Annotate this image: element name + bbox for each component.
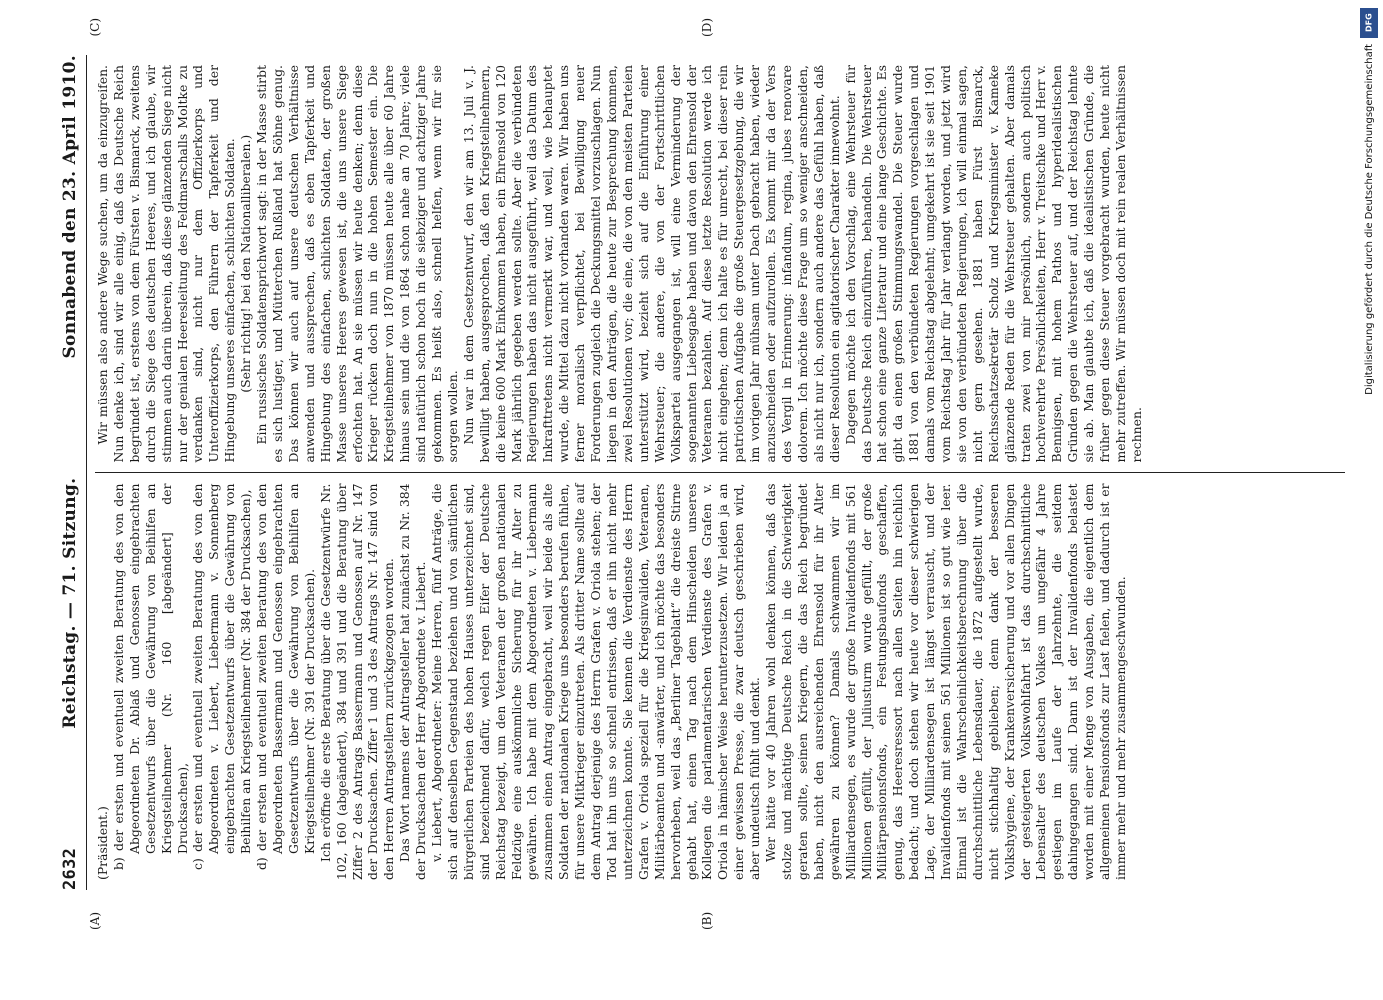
page-number: 2632	[60, 847, 80, 890]
paragraph: Das Wort namens der Antragsteller hat zunächst zu Nr. 384 der Drucksachen der Herr Abgeordnete v. Liebert.	[397, 483, 429, 880]
paragraph: Nun war in dem Gesetzentwurf, den wir am 13. Juli v. J. bewilligt haben, ausgesprochen, daß den Kriegsteilnehmern, die keine 600 Mark Einkommen haben, ein Ehrensold von 120 Mark jährlich gegeben werden sollte. Aber die verbündeten Regierungen haben das nicht ausgeführt, weil das Datum des Inkrafttretens nicht vermerkt war, und weil, wie behauptet wurde, die Mittel dazu nicht vorhanden waren. Wir haben uns ferner moralisch verpflichtet, bei Bewilligung neuer Forderungen zugleich die Deckungsmittel vorzuschlagen. Nun liegen in den Anträgen, die heute zur Besprechung kommen, zwei Resolutionen vor; die eine, die von den meisten Parteien unterstützt wird, bezieht sich auf die Einführung einer Wehrsteuer; die andere, die von der Fortschrittlichen Volkspartei ausgegangen ist, will eine Verminderung der sogenannten Liebesgabe haben und davon den Ehrensold der Veteranen bezahlen. Auf diese letzte Resolution werde ich nicht eingehen; denn ich halte es für unrecht, bei dieser rein patriotischen Aufgabe die große Steuergesetzgebung, die wir im vorigen Jahr mühsam unter Dach gebracht haben, wieder anzuschneiden oder aufzurollen. Es kommt mir da der Vers des Vergil in Erinnerung: infandum, regina, jubes renovare dolorem. Ich möchte diese Frage um so weniger anschneiden, als nicht nur ich, sondern auch andere das Gefühl haben, daß dieser Resolution ein agitatorischer Charakter innewohnt.	[460, 65, 842, 463]
paragraph: b) der ersten und eventuell zweiten Beratung des von den Abgeordneten Dr. Ablaß und Genossen eingebrachten Gesetzentwurfs über die Gewährung von Beihilfen an Kriegsteilnehmer (Nr. 160 [abgeändert] der Drucksachen),	[110, 483, 190, 870]
dfg-logo-icon: DFG	[1360, 8, 1378, 38]
margin-marker-d: (D)	[700, 18, 714, 37]
page-header	[60, 55, 87, 890]
session-title: Reichstag. — 71. Sitzung.	[60, 477, 80, 729]
paragraph: Dagegen möchte ich den Vorschlag, eine Wehrsteuer für das Deutsche Reich einzuführen, behandeln. Die Wehrsteuer hat schon eine ganze Literatur und eine lange Geschichte. Es gibt da einen großen Stimmungswandel. Die Steuer wurde 1881 von den verbündeten Regierungen vorgeschlagen und damals vom Reichstag abgelehnt; umgekehrt ist sie seit 1901 vom Reichstag Jahr für Jahr verlangt worden, und jetzt wird sie von den verbündeten Regierungen, ich will einmal sagen, nicht gern gesehen. 1881 haben Fürst Bismarck, Reichsschatzsekretär Scholz und Kriegsminister v. Kameke glänzende Reden für die Wehrsteuer gehalten. Aber damals traten zwei von mir persönlich, sondern auch politisch hochverehrte Persönlichkeiten, Herr v. Treitschke und Herr v. Bennigsen, mit hohem Pathos und hyperidealistischen Gründen gegen die Wehrsteuer auf, und der Reichstag lehnte sie ab. Man glaubte ich, daß die idealistischen Gründe, die früher gegen diese Steuer vorgebracht wurden, heute nicht mehr zutreffen. Wir müssen doch mit rein realen Verhältnissen rechnen.	[842, 65, 1144, 463]
paragraph: Ein russisches Soldatensprichwort sagt: in der Masse stirbt es sich lustiger, und Mütterchen Rußland hat Söhne genug. Das können wir auch auf unsere deutschen Verhältnisse anwenden und aussprechen, daß es eben Tapferkeit und Hingebung des einfachen, schlichten Soldaten, der großen Masse unseres Heeres gewesen ist, die uns unsere Siege erfochten hat. An sie müssen wir heute denken; denn diese Krieger rücken doch nun in die hohen Semester ein. Die Kriegsteilnehmer von 1870 müssen heute alle über 60 Jahre hinaus sein und die von 1864 schon nahe an 70 Jahre; viele sind natürlich schon hoch in die siebziger und achtziger Jahre gekommen. Es heißt also, schnell helfen, wenn wir für sie sorgen wollen.	[254, 65, 460, 463]
paragraph: c) der ersten und eventuell zweiten Beratung des von den Abgeordneten v. Liebert, Liebermann v. Sonnenberg eingebrachten Gesetzentwurfs über die Gewährung von Beihilfen an Kriegsteilnehmer (Nr. 384 der Drucksachen),	[190, 483, 254, 870]
digitization-credit-text: Digitalisierung gefördert durch die Deutsche Forschungsgemeinschaft	[1363, 44, 1375, 395]
paragraph: Wir müssen also andere Wege suchen, um da einzugreifen. Nun denke ich, sind wir alle einig, daß das Deutsche Reich begründet ist, erstens von dem Fürsten v. Bismarck, zweitens durch die Siege des deutschen Heeres, und ich glaube, wir stimmen auch darin überein, daß diese glänzenden Siege nicht nur der genialen Heeresleitung des Feldmarschalls Moltke zu verdanken sind, nicht nur dem Offizierkorps und Unteroffizierkorps, den Führern der Tapferkeit und der Hingebung unseres einfachen, schlichten Soldaten.	[95, 65, 238, 463]
left-column	[95, 473, 1345, 891]
digitization-credit	[1357, 0, 1381, 1000]
margin-marker-a: (A)	[88, 911, 102, 930]
paragraph: Ich eröffne die erste Beratung über die Gesetzentwürfe Nr. 102, 160 (abgeändert), 384 und 391 und die Beratung über Ziffer 2 des Antrags Bassermann und Genossen auf Nr. 147 der Drucksachen. Ziffer 1 und 3 des Antrags Nr. 147 sind von den Herren Antragstellern zurückgezogen worden.	[317, 483, 397, 880]
paragraph: (Präsident.)	[95, 806, 110, 880]
right-column	[95, 55, 1345, 473]
margin-marker-c: (C)	[88, 18, 102, 37]
text-columns	[95, 55, 1345, 890]
paragraph: d) der ersten und eventuell zweiten Beratung des von den Abgeordneten Bassermann und Genossen eingebrachten Gesetzentwurfs über die Gewährung von Beihilfen an Kriegsteilnehmer (Nr. 391 der Drucksachen).	[254, 483, 317, 870]
margin-marker-b: (B)	[700, 911, 714, 930]
session-date: Sonnabend den 23. April 1910.	[60, 55, 80, 359]
paragraph: Wer hätte vor 40 Jahren wohl denken können, daß das stolze und mächtige Deutsche Reich in die Schwierigkeit geraten sollte, seinen Kriegern, die das Reich begründet haben, nicht den ausreichenden Ehrensold für ihr Alter gewähren zu können? Damals schwammen wir im Milliardensegen, es wurde der große Invalidenfonds mit 561 Millionen gefüllt, der Juliusturm wurde gefüllt, der große Militärpensionsfonds, ein Festungsbaufonds geschaffen, genug, das Heeresressort nach allen Seiten hin reichlich bedacht; und doch stehen wir heute vor dieser schwierigen Lage, der Milliardensegen ist längst verrauscht, und der Invalidenfonds mit seinen 561 Millionen ist so gut wie leer. Einmal ist die Wahrscheinlichkeitsberechnung über die durchschnittliche Lebensdauer, die 1872 aufgestellt wurde, nicht stichhaltig geblieben; denn dank der besseren Volkshygiene, der Krankenversicherung und vor allen Dingen der gesteigerten Volkswohlfahrt ist das durchschnittliche Lebensalter des deutschen Volkes um ungefähr 4 Jahre gestiegen im Laufe der Jahrzehnte, die seitdem dahingegangen sind. Dann ist der Invalidenfonds belastet worden mit einer Menge von Ausgaben, die eigentlich dem allgemeinen Pensionsfonds zur Last fielen, und dadurch ist er immer mehr und mehr zusammengeschwunden.	[763, 483, 1128, 880]
paragraph: (Sehr richtig! bei den Nationalliberalen.)	[238, 134, 254, 393]
paragraph: v. Liebert, Abgeordneter: Meine Herren, fünf Anträge, die sich auf denselben Gegenstand beziehen und von sämtlichen bürgerlichen Parteien des hohen Hauses unterzeichnet sind, sind bezeichnend dafür, welch regen Eifer der Deutsche Reichstag bezeigt, um den Veteranen der großen nationalen Feldzüge eine auskömmliche Sicherung für ihr Alter zu gewähren. Ich habe mit dem Abgeordneten v. Liebermann zusammen einen Antrag eingebracht, weil wir beide als alte Soldaten der nationalen Kriege uns besonders berufen fühlen, für unsere Mitkrieger einzutreten. Als dritter Name sollte auf dem Antrag derjenige des Herrn Grafen v. Oriola stehen; der Tod hat ihn uns so schnell entrissen, daß er ihn nicht mehr unterzeichnen konnte. Sie kennen die Verdienste des Herrn Grafen v. Oriola speziell für die Kriegsinvaliden, Veteranen, Militärbeamten und -anwärter, und ich möchte das besonders hervorheben, weil das „Berliner Tageblatt“ die dreiste Stirne gehabt hat, einen Tag nach dem Hinscheiden unseres Kollegen die parlamentarischen Verdienste des Grafen v. Oriola in hämischer Weise herunterzusetzen. Wir leiden ja an einer gewissen Presse, die zwar deutsch geschrieben wird, aber undeutsch fühlt und denkt.	[429, 483, 763, 880]
